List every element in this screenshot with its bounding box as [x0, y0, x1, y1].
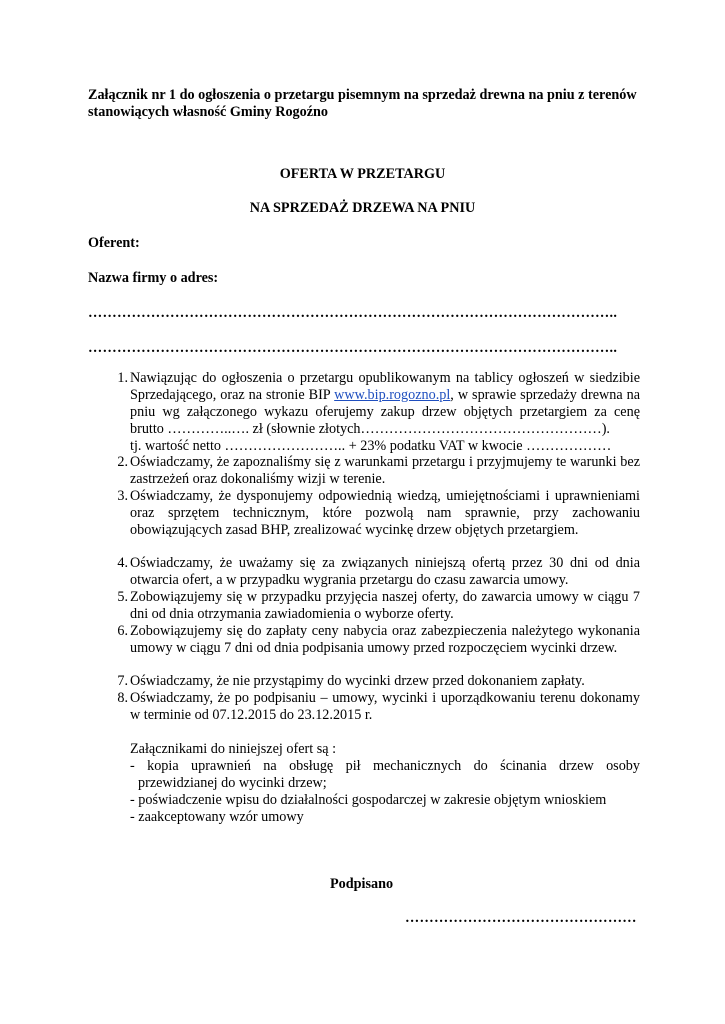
list-item [106, 454, 640, 488]
item-number: 4. [117, 555, 128, 571]
firm-name-label: Nazwa firmy o adres: [88, 270, 219, 286]
item-1-text: Nawiązując do ogłoszenia o przetargu opublikowanym na tablicy ogłoszeń w siedzibie Sprzedającego, oraz na stronie BIP [130, 370, 640, 403]
item-number: 6. [117, 623, 128, 639]
attachment-header [88, 87, 648, 121]
firm-dots-line-1: ……………………………………………………………………………………………….. [88, 305, 618, 321]
item-number: 3. [117, 488, 128, 504]
oferent-label: Oferent: [88, 235, 140, 251]
item-text: Zobowiązujemy się do zapłaty ceny nabycia oraz zabezpieczenia należytego wykonania umowy w ciągu 7 dni od dnia podpisania umowy przed rozpoczęciem wycinki drzew. [130, 623, 640, 656]
item-text: Oświadczamy, że zapoznaliśmy się z warunkami przetargu i przyjmujemy te warunki bez zastrzeżeń oraz dokonaliśmy wizji w terenie. [130, 454, 640, 487]
firm-dots-line-2: ……………………………………………………………………………………………….. [88, 340, 618, 356]
signature-label: Podpisano [330, 876, 394, 892]
attachment-item-2: - poświadczenie wpisu do działalności gospodarczej w zakresie objętym wnioskiem [130, 792, 607, 808]
bip-link[interactable]: www.bip.rogozno.pl [334, 387, 451, 403]
attachment-item-1-cont: przewidzianej do wycinki drzew; [138, 775, 327, 791]
item-1-text-cont: , w sprawie sprzedaży drewna na pniu wg załączonego wykazu oferujemy zakup drzew objętych przetargiem za cenę brutto …………..…. zł (słownie złotych……………………………………………). [130, 387, 640, 437]
item-text: Oświadczamy, że po podpisaniu – umowy, wycinki i uporządkowaniu terenu dokonamy w terminie od 07.12.2015 do 23.12.2015 r. [130, 690, 640, 723]
list-item [106, 589, 640, 623]
item-text: Zobowiązujemy się w przypadku przyjęcia naszej oferty, do zawarcia umowy w ciągu 7 dni od dnia otrzymania zawiadomienia o wyborze oferty. [130, 589, 640, 622]
list-item [106, 370, 640, 455]
list-item [106, 673, 640, 690]
title-line-2: NA SPRZEDAŻ DRZEWA NA PNIU [249, 200, 476, 216]
list-item [106, 555, 640, 589]
item-1-netto-line: tj. wartość netto …………………….. + 23% podatku VAT w kwocie ……………… [130, 438, 612, 454]
item-text: Oświadczamy, że uważamy się za związanych niniejszą ofertą przez 30 dni od dnia otwarcia ofert, a w przypadku wygrania przetargu do czasu zawarcia umowy. [130, 555, 640, 588]
item-number: 8. [117, 690, 128, 706]
list-item [106, 488, 640, 539]
list-item [106, 623, 640, 657]
item-number: 7. [117, 673, 128, 689]
item-number: 5. [117, 589, 128, 605]
item-number: 1. [117, 370, 128, 386]
item-text: Oświadczamy, że dysponujemy odpowiednią wiedzą, umiejętnościami i uprawnieniami oraz sprzętem technicznym, które pozwolą nam sprawnie, przy zachowaniu obowiązujących zasad BHP, zrealizować wycinkę drzew objętych przetargiem. [130, 488, 640, 538]
signature-line: ………………………………………… [405, 910, 637, 926]
header-line-2: stanowiących własność Gminy Rogoźno [88, 104, 329, 120]
item-number: 2. [117, 454, 128, 470]
item-text: Oświadczamy, że nie przystąpimy do wycinki drzew przed dokonaniem zapłaty. [130, 673, 585, 689]
list-item [106, 690, 640, 724]
header-line-1: Załącznik nr 1 do ogłoszenia o przetargu pisemnym na sprzedaż drewna na pniu z terenów [88, 87, 637, 103]
title-line-1: OFERTA W PRZETARGU [279, 166, 446, 182]
attachments-intro: Załącznikami do niniejszej ofert są : [130, 741, 337, 757]
attachment-item-1: - kopia uprawnień na obsługę pił mechanicznych do ścinania drzew osoby [130, 758, 640, 774]
attachment-item-3: - zaakceptowany wzór umowy [130, 809, 304, 825]
